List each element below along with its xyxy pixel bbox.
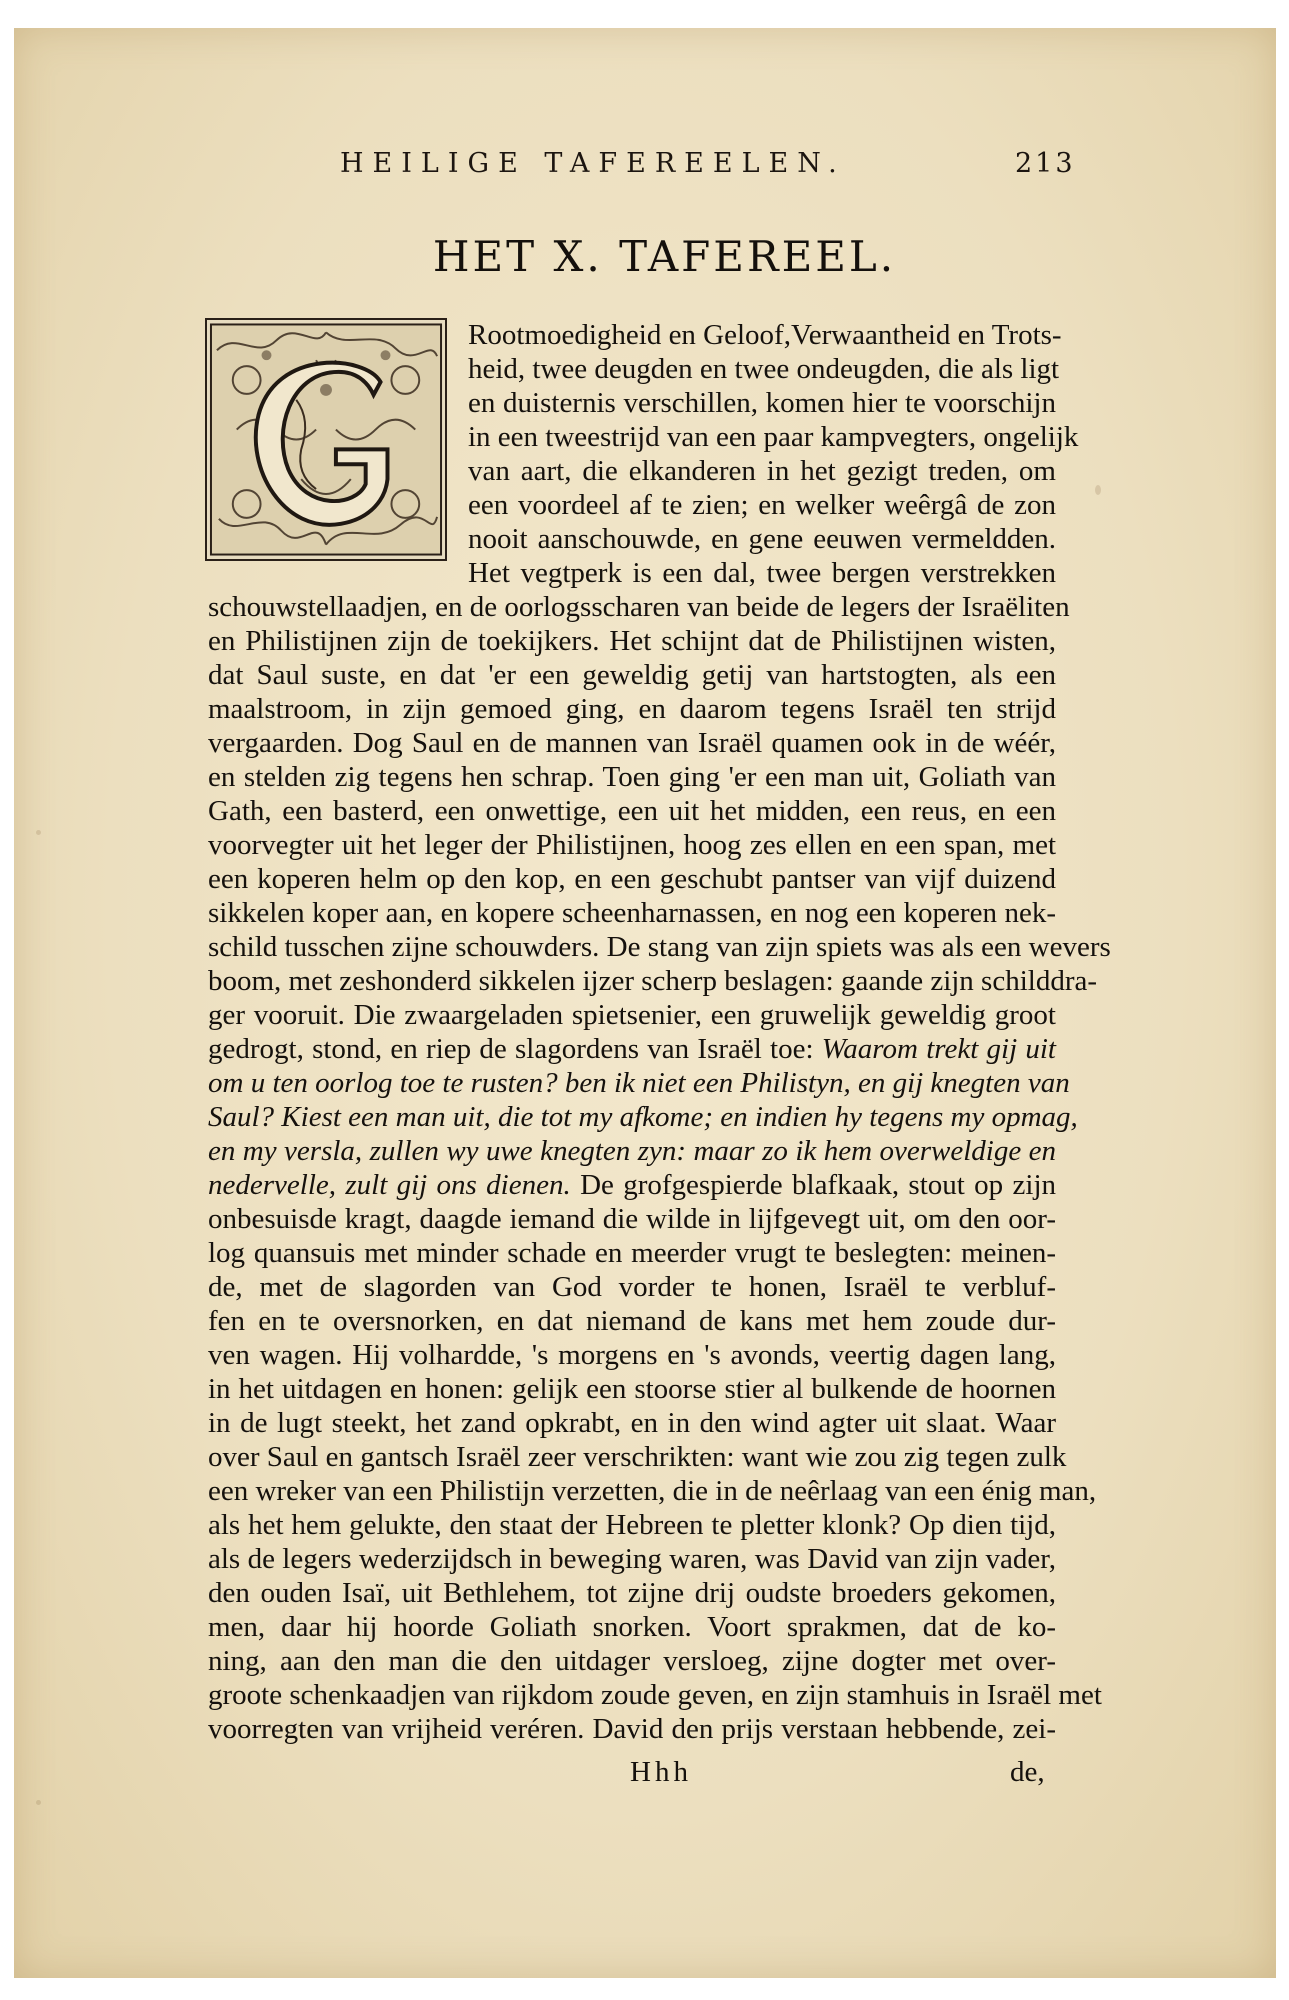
text-roman: gedrogt, stond, en riep de slagordens van Israël toe: [208, 1033, 814, 1065]
text-line: in het uitdagen en honen: gelijk een stoorse stier al bulkende de hoornen [208, 1373, 1056, 1405]
page-number: 213 [1015, 148, 1076, 179]
text-line-italic: en my versla, zullen wy uwe knegten zyn: maar zo ik hem overweldige en [208, 1135, 1056, 1167]
text-italic: nedervelle, zult gij ons dienen. [208, 1169, 571, 1201]
text-line: een wreker van een Philistijn verzetten, die in de neêrlaag van een énig man, [208, 1475, 1097, 1507]
signature-mark: Hhh [630, 1756, 692, 1788]
text-line: in een tweestrijd van een paar kampvegters, ongelijk [468, 421, 1079, 453]
text-line: de, met de slagorden van God vorder te honen, Israël te verbluf- [208, 1271, 1056, 1303]
text-line: fen en te oversnorken, en dat niemand de kans met hem zoude dur- [208, 1305, 1056, 1337]
text-line: schouwstellaadjen, en de oorlogsscharen van beide de legers der Israëliten [208, 591, 1070, 623]
text-line: over Saul en gantsch Israël zeer verschrikten: want wie zou zig tegen zulk [208, 1441, 1067, 1473]
text-line: groote schenkaadjen van rijkdom zoude geven, en zijn stamhuis in Israël met [208, 1679, 1102, 1711]
running-title: HEILIGE TAFEREELEN. [340, 148, 846, 179]
text-line: een koperen helm op den kop, en een geschubt pantser van vijf duizend [208, 863, 1056, 895]
text-italic: Waarom trekt gij uit [821, 1033, 1056, 1065]
text-line-mixed [208, 1168, 1056, 1202]
text-line: men, daar hij hoorde Goliath snorken. Voort sprakmen, dat de ko- [208, 1611, 1056, 1643]
text-line: van aart, die elkanderen in het gezigt treden, om [468, 455, 1056, 487]
text-line: als het hem gelukte, den staat der Hebreen te pletter klonk? Op dien tijd, [208, 1509, 1056, 1541]
text-line: voorregten van vrijheid veréren. David den prijs verstaan hebbende, zei- [208, 1713, 1056, 1745]
ink-speck [36, 830, 41, 835]
text-line: en duisternis verschillen, komen hier te voorschijn [468, 387, 1056, 419]
ink-speck [1095, 485, 1101, 495]
text-line: schild tusschen zijne schouwders. De stang van zijn spiets was als een wevers [208, 931, 1111, 963]
text-line: heid, twee deugden en twee ondeugden, die als ligt [468, 353, 1060, 385]
ornamental-initial-G-icon [205, 318, 447, 561]
text-line: vergaarden. Dog Saul en de mannen van Israël quamen ook in de wéér, [208, 727, 1056, 759]
text-line-italic: Saul? Kiest een man uit, die tot my afkome; en indien hy tegens my opmag, [208, 1101, 1078, 1133]
text-line: dat Saul suste, en dat 'er een geweldig getij van hartstogten, als een [208, 659, 1056, 691]
text-line: en Philistijnen zijn de toekijkers. Het schijnt dat de Philistijnen wisten, [208, 625, 1056, 657]
text-line: voorvegter uit het leger der Philistijnen, hoog zes ellen en een span, met [208, 829, 1056, 861]
text-line-mixed [208, 1032, 1056, 1066]
text-line: sikkelen koper aan, en kopere scheenharnassen, en nog een koperen nek- [208, 897, 1056, 929]
text-line: den ouden Isaï, uit Bethlehem, tot zijne drij oudste broeders gekomen, [208, 1577, 1056, 1609]
text-line: boom, met zeshonderd sikkelen ijzer scherp beslagen: gaande zijn schilddra- [208, 965, 1098, 997]
text-line: een voordeel af te zien; en welker weêrgâ de zon [468, 489, 1056, 521]
text-line: log quansuis met minder schade en meerder vrugt te beslegten: meinen- [208, 1237, 1056, 1269]
chapter-title: HET X. TAFEREEL. [432, 232, 897, 281]
text-line: nooit aanschouwde, en gene eeuwen vermeldden. [468, 523, 1056, 555]
text-line: Het vegtperk is een dal, twee bergen verstrekken [468, 557, 1056, 589]
ink-speck [36, 1800, 41, 1805]
text-line: maalstroom, in zijn gemoed ging, en daarom tegens Israël ten strijd [208, 693, 1056, 725]
text-line: onbesuisde kragt, daagde iemand die wilde in lijfgevegt uit, om den oor- [208, 1203, 1056, 1235]
text-roman: De grofgespierde blafkaak, stout op zijn [580, 1169, 1056, 1201]
text-line: Gath, een basterd, een onwettige, een uit het midden, een reus, en een [208, 795, 1056, 827]
text-line-italic: om u ten oorlog toe te rusten? ben ik niet een Philistyn, en gij knegten van [208, 1067, 1070, 1099]
text-line: in de lugt steekt, het zand opkrabt, en in den wind agter uit slaat. Waar [208, 1407, 1056, 1439]
catchword: de, [1010, 1756, 1045, 1788]
text-line: Rootmoedigheid en Geloof,Verwaantheid en Trots- [468, 319, 1062, 351]
text-line: ger vooruit. Die zwaargeladen spietsenier, een gruwelijk geweldig groot [208, 999, 1056, 1031]
text-line: ven wagen. Hij volhardde, 's morgens en 's avonds, veertig dagen lang, [208, 1339, 1056, 1371]
text-line: ning, aan den man die den uitdager versloeg, zijne dogter met over- [208, 1645, 1056, 1677]
text-line: en stelden zig tegens hen schrap. Toen ging 'er een man uit, Goliath van [208, 761, 1056, 793]
text-line: als de legers wederzijdsch in beweging waren, was David van zijn vader, [208, 1543, 1056, 1575]
